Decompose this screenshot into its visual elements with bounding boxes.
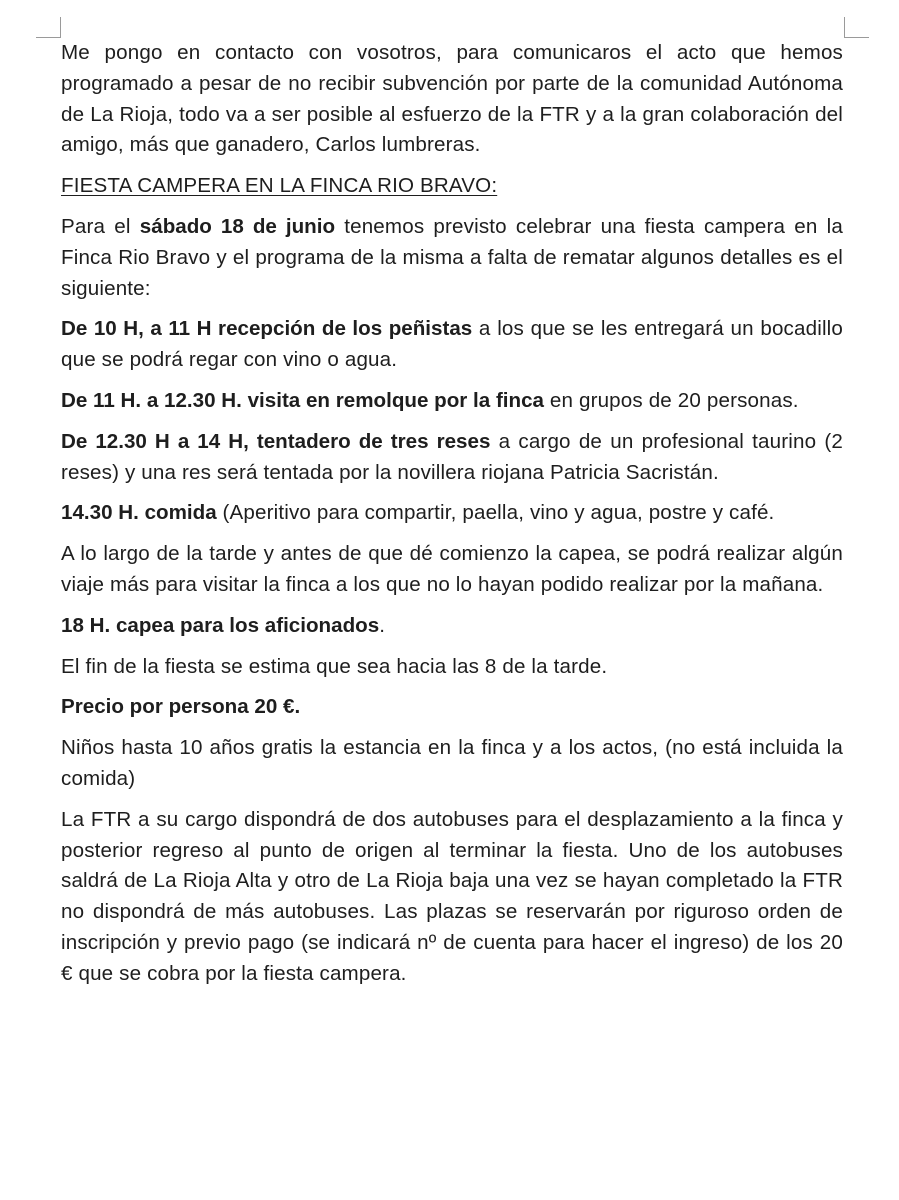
price-paragraph bbox=[61, 692, 843, 723]
margin-corner-mark-left bbox=[36, 17, 61, 38]
schedule-item-reception bbox=[61, 314, 843, 376]
capea-time: 18 H. capea para los aficionados bbox=[61, 613, 380, 637]
capea-period: . bbox=[379, 613, 386, 637]
section-heading bbox=[61, 171, 843, 202]
margin-corner-mark-right bbox=[844, 17, 869, 38]
schedule-item-time: 14.30 H. comida bbox=[61, 501, 217, 525]
schedule-item-lunch bbox=[61, 498, 843, 529]
document-body bbox=[61, 38, 843, 1000]
afternoon-paragraph: A lo largo de la tarde y antes de que dé comienzo la capea, se podrá realizar algún viaje más para visitar la finca a los que no lo hayan podido realizar por la mañana. bbox=[61, 542, 843, 596]
date-paragraph-lead: Para el bbox=[61, 214, 140, 238]
schedule-item-text: en grupos de 20 personas. bbox=[544, 388, 799, 412]
schedule-item-time: De 10 H, a 11 H recepción de los peñistas bbox=[61, 317, 473, 341]
intro-paragraph: Me pongo en contacto con vosotros, para comunicaros el acto que hemos programado a pesar de no recibir subvención por parte de la comunidad Autónoma de La Rioja, todo va a ser posible al esfuerzo de la FTR y a la gran colaboración del amigo, más que ganadero, Carlos lumbreras. bbox=[61, 41, 843, 157]
schedule-item-text: (Aperitivo para compartir, paella, vino y agua, postre y café. bbox=[216, 501, 775, 525]
date-paragraph bbox=[61, 212, 843, 304]
schedule-item-time: De 11 H. a 12.30 H. visita en remolque por la finca bbox=[61, 388, 545, 412]
price-text: Precio por persona 20 €. bbox=[61, 695, 301, 719]
date-paragraph-rest: tenemos previsto celebrar una fiesta campera en la Finca Rio Bravo y el programa de la misma a falta de rematar algunos detalles es el siguiente: bbox=[61, 214, 843, 300]
schedule-item-tentadero bbox=[61, 427, 843, 489]
children-paragraph: Niños hasta 10 años gratis la estancia en la finca y a los actos, (no está incluida la comida) bbox=[61, 736, 843, 790]
schedule-item-trailer-visit bbox=[61, 386, 843, 417]
end-time-paragraph: El fin de la fiesta se estima que sea hacia las 8 de la tarde. bbox=[61, 654, 608, 678]
schedule-item-text: a cargo de un profesional taurino (2 reses) y una res será tentada por la novillera riojana Patricia Sacristán. bbox=[61, 429, 843, 484]
schedule-item-time: De 12.30 H a 14 H, tentadero de tres reses bbox=[61, 429, 491, 453]
capea-paragraph bbox=[61, 611, 843, 642]
event-date: sábado 18 de junio bbox=[139, 214, 336, 238]
section-heading-text: FIESTA CAMPERA EN LA FINCA RIO BRAVO: bbox=[61, 174, 498, 198]
schedule-item-text: a los que se les entregará un bocadillo que se podrá regar con vino o agua. bbox=[61, 317, 843, 372]
buses-paragraph: La FTR a su cargo dispondrá de dos autobuses para el desplazamiento a la finca y posterior regreso al punto de origen al terminar la fiesta. Uno de los autobuses saldrá de La Rioja Alta y otro de La Rioja baja una vez se hayan completado la FTR no dispondrá de más autobuses. Las plazas se reservarán por riguroso orden de inscripción y previo pago (se indicará nº de cuenta para hacer el ingreso) de los 20 € que se cobra por la fiesta campera. bbox=[61, 807, 843, 985]
